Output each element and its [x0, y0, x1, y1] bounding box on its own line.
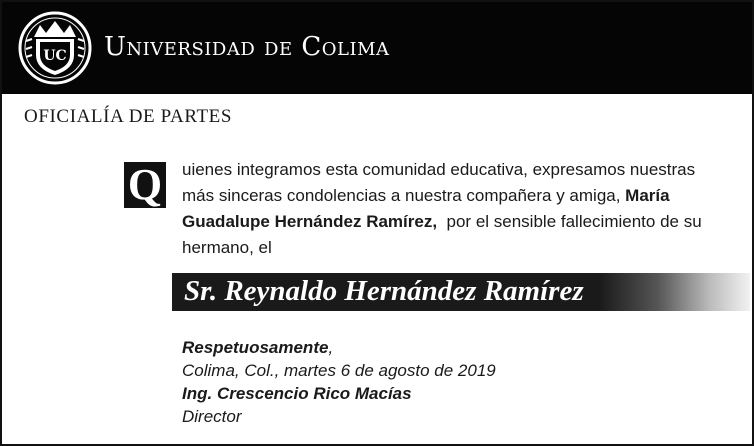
condolence-message	[182, 157, 722, 261]
signer-role: Director	[182, 407, 242, 426]
place-date: Colima, Col., martes 6 de agosto de 2019	[182, 361, 496, 380]
salutation: Respetuosamente	[182, 338, 329, 357]
institution-title: Universidad de Colima	[104, 32, 390, 62]
header-banner	[2, 2, 752, 94]
salutation-comma: ,	[328, 338, 334, 357]
signer-name: Ing. Crescencio Rico Macías	[182, 384, 412, 403]
colleague-name: María Guadalupe Hernández Ramírez,	[182, 186, 670, 231]
university-seal-icon	[18, 11, 92, 85]
closing-block	[182, 336, 496, 428]
office-heading: OFICIALÍA DE PARTES	[24, 106, 233, 127]
message-text-end: por el sensible fallecimiento de su hermano, el	[182, 212, 707, 257]
deceased-name-bar	[172, 273, 750, 311]
deceased-name: Sr. Reynaldo Hernández Ramírez	[184, 275, 584, 307]
drop-cap: Q	[124, 162, 166, 208]
message-text-start: uienes integramos esta comunidad educativa, expresamos nuestras más sinceras condolencias a nuestra compañera y amiga,	[182, 160, 696, 205]
svg-text:UC: UC	[43, 48, 67, 64]
